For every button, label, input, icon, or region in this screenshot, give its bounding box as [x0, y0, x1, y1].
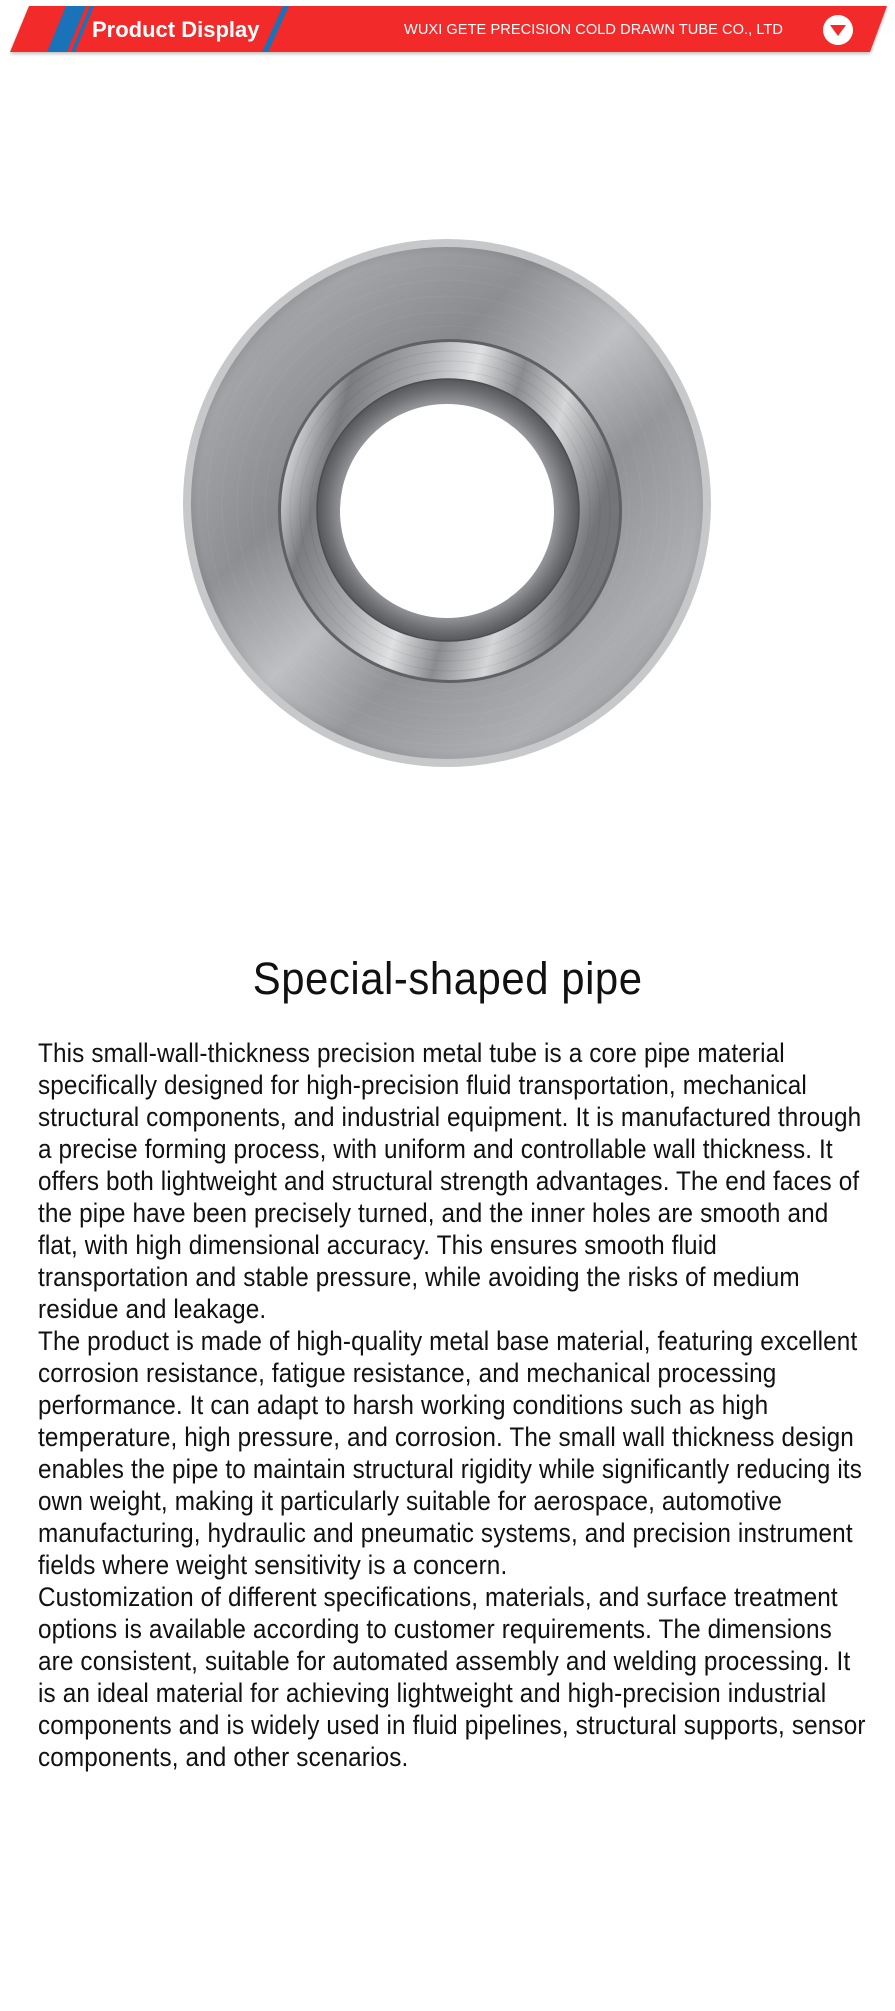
product-title: Special-shaped pipe — [252, 953, 643, 1004]
product-image — [0, 60, 895, 940]
dropdown-button[interactable] — [823, 15, 853, 45]
pipe-end-illustration — [0, 60, 895, 940]
description-paragraph: This small-wall-thickness precision metal tube is a core pipe material specifically designed for high-precision fluid transportation, mechanical structural components, and industrial equipment. It is manufactured through a precise forming process, with uniform and controllable wall thickness. It offers both lightweight and structural strength advantages. The end faces of the pipe have been precisely turned, and the inner holes are smooth and flat, with high dimensional accuracy. This ensures smooth fluid transportation and stable pressure, while avoiding the risks of medium residue and leakage. — [38, 1038, 862, 1324]
product-description — [38, 1037, 868, 1773]
company-name: WUXI GETE PRECISION COLD DRAWN TUBE CO., LTD — [404, 22, 783, 38]
description-paragraph: The product is made of high-quality metal base material, featuring excellent corrosion resistance, fatigue resistance, and mechanical processing performance. It can adapt to harsh working conditions such as high temperature, high pressure, and corrosion. The small wall thickness design enables the pipe to maintain structural rigidity while significantly reducing its own weight, making it particularly suitable for aerospace, automotive manufacturing, hydraulic and pneumatic systems, and precision instrument fields where weight sensitivity is a concern. — [38, 1326, 863, 1580]
description-paragraph: Customization of different specifications, materials, and surface treatment options is available according to customer requirements. The dimensions are consistent, suitable for automated assembly and welding processing. It is an ideal material for achieving lightweight and high-precision industrial components and is widely used in fluid pipelines, structural supports, sensor components, and other scenarios. — [38, 1582, 866, 1772]
section-header-banner — [0, 0, 895, 60]
section-title: Product Display — [92, 17, 260, 42]
chevron-down-icon — [830, 25, 846, 36]
